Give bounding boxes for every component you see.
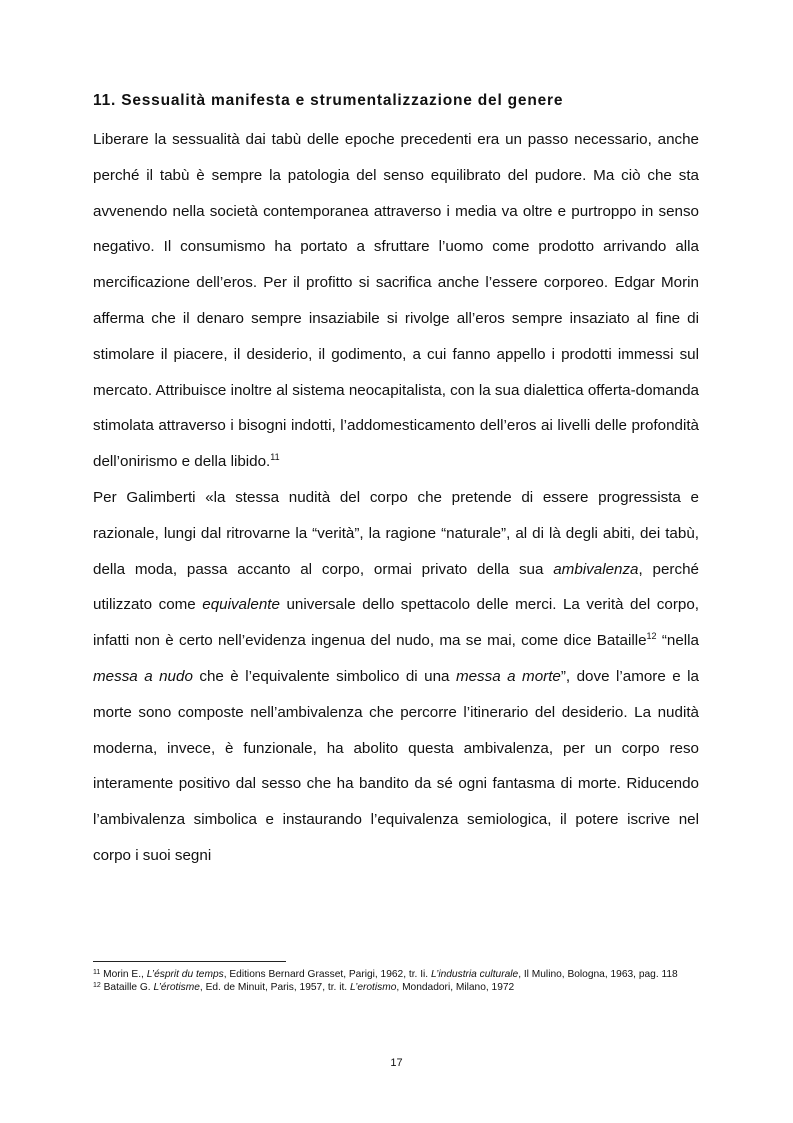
footnote-text: , Mondadori, Milano, 1972 — [396, 982, 515, 993]
paragraph-2-part-2: , perché utilizzato come — [93, 560, 699, 614]
italic-ambivalenza: ambivalenza — [553, 560, 639, 578]
paragraph-2-part-5: che è l’equivalente simbolico di una — [192, 667, 456, 685]
footnote-title: L’ésprit du temps — [146, 969, 224, 980]
body-text — [93, 122, 699, 874]
footnote-text: , Il Mulino, Bologna, 1963, pag. 118 — [518, 969, 678, 980]
paragraph-1 — [93, 122, 699, 480]
footnote-number: 12 — [93, 982, 101, 989]
italic-messa-a-morte: messa a morte — [455, 667, 561, 685]
italic-messa-a-nudo: messa a nudo — [93, 667, 193, 685]
paragraph-2-part-6: ”, dove l’amore e la morte sono composte nell’ambivalenza che percorre l’itinerario del desiderio. La nudità moderna, invece, è funzionale, ha abolito questa ambivalenza, per un corpo reso interamente positivo dal sesso che ha bandito da sé ogni fantasma di morte. Riducendo l’ambivalenza simbolica e instaurando l’equivalenza semiologica, il potere iscrive nel corpo i suoi segni — [93, 667, 699, 864]
footnote-ref-11[interactable]: 11 — [270, 452, 280, 463]
footnote-text: Morin E., — [100, 969, 147, 980]
paragraph-2-part-3: universale dello spettacolo delle merci. La verità del corpo, infatti non è certo nell’evidenza ingenua del nudo, ma se mai, come dice Bataille — [93, 596, 699, 650]
italic-equivalente: equivalente — [202, 596, 280, 614]
footnote-separator — [93, 961, 286, 962]
paragraph-2-part-1: Per Galimberti «la stessa nudità del corpo che pretende di essere progressista e razionale, lungi dal ritrovarne la “verità”, la ragione “naturale”, al di là degli abiti, dei tabù, della moda, passa accanto al corpo, ormai privato della sua — [93, 488, 699, 578]
footnotes — [93, 968, 713, 994]
footnote-title: L’erotismo — [349, 982, 397, 993]
paragraph-1-text: Liberare la sessualità dai tabù delle epoche precedenti era un passo necessario, anche perché il tabù è sempre la patologia del senso equilibrato del pudore. Ma ciò che sta avvenendo nella società contemporanea attraverso i media va oltre e purtroppo in senso negativo. Il consumismo ha portato a sfruttare l’uomo come prodotto arrivando alla mercificazione dell’eros. Per il profitto si sacrifica anche l’essere corporeo. Edgar Morin afferma che il denaro sempre insaziabile si rivolge all’eros sempre insaziato al fine di stimolare il piacere, il desiderio, il godimento, a cui fanno appello i prodotti immessi sul mercato. Attribuisce inoltre al sistema neocapitalista, con la sua dialettica offerta-domanda stimolata attraverso i bisogni indotti, l’addomesticamento dell’eros ai livelli delle profondità dell’onirismo e della libido. — [93, 131, 699, 471]
footnote-text: , Editions Bernard Grasset, Parigi, 1962, tr. Ii. — [223, 969, 431, 980]
footnote-ref-12[interactable]: 12 — [646, 631, 657, 642]
paragraph-2-part-4: “nella — [656, 632, 699, 650]
footnote-title: L’érotisme — [153, 982, 200, 993]
footnote-title: L’industria culturale — [430, 969, 519, 980]
footnote-text: , Ed. de Minuit, Paris, 1957, tr. it. — [199, 982, 350, 993]
footnote-text: Bataille G. — [100, 982, 154, 993]
paragraph-2 — [93, 480, 699, 874]
footnote-number: 11 — [93, 969, 101, 976]
footnote-12 — [93, 981, 713, 994]
footnote-11 — [93, 968, 713, 981]
page-number: 17 — [390, 1057, 403, 1069]
section-heading: 11. Sessualità manifesta e strumentalizzazione del genere — [93, 92, 564, 109]
